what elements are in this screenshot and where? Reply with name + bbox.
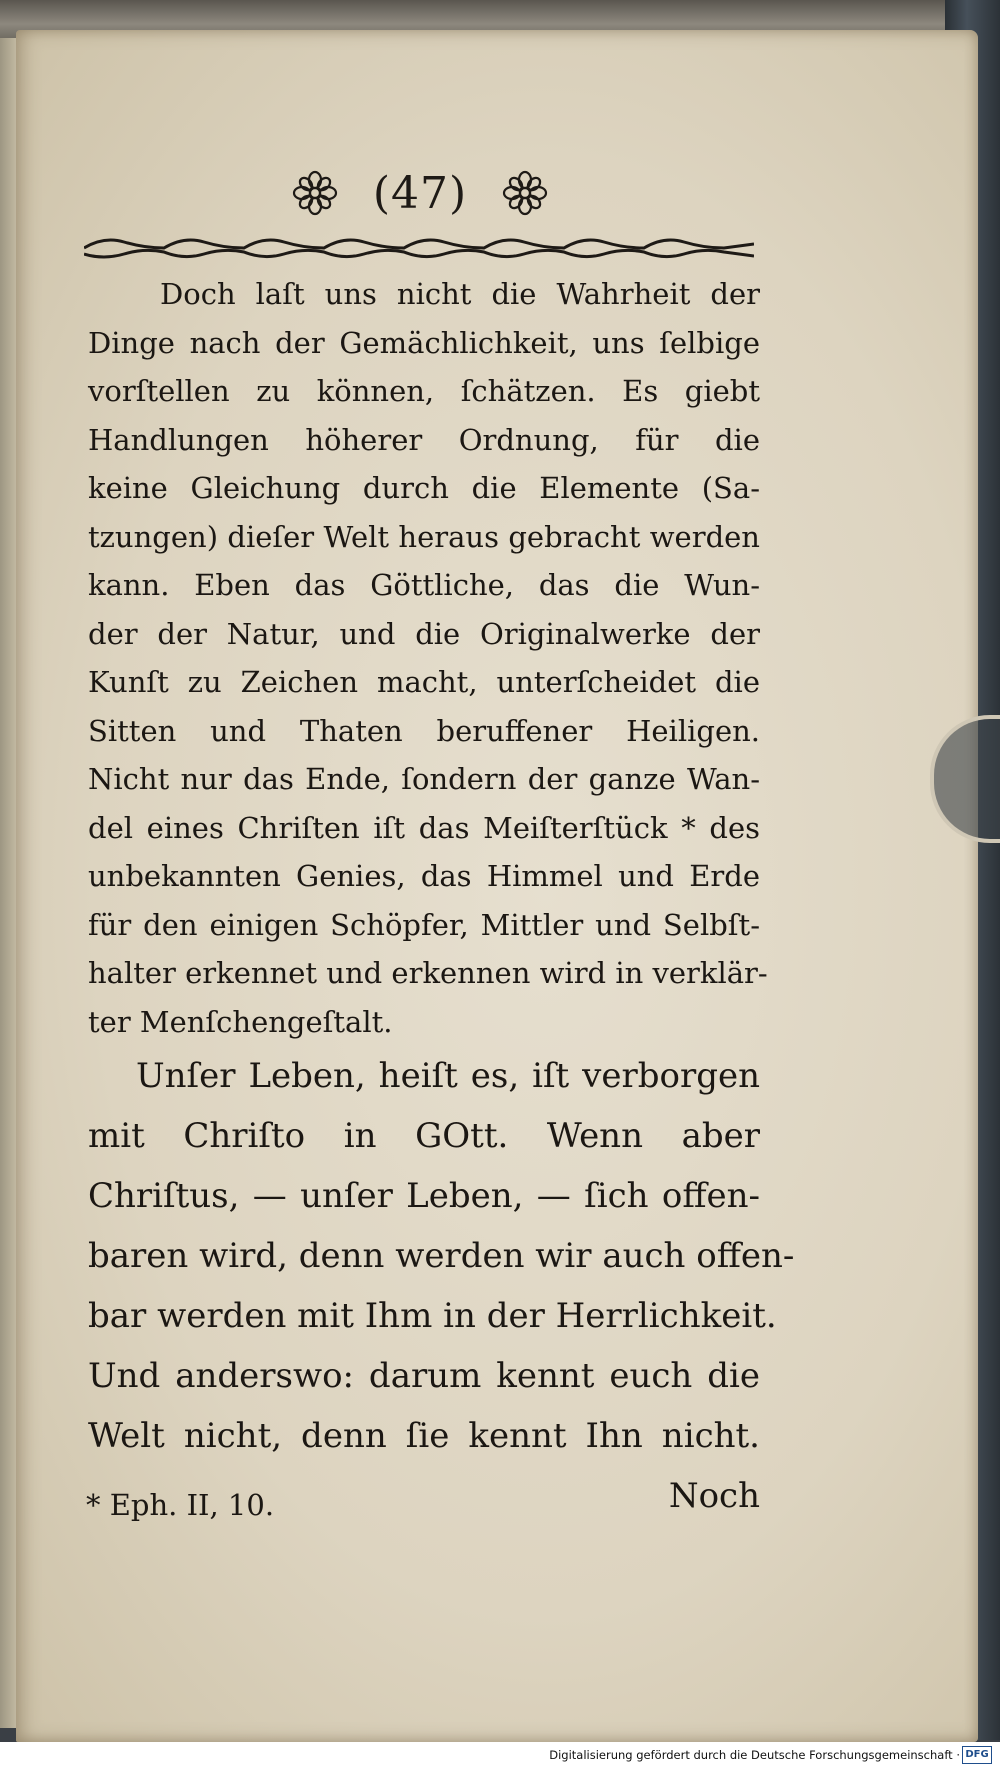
quote-line: Und anderswo: darum kennt euch die	[88, 1356, 760, 1396]
body-line: tzungen) dieſer Welt heraus gebracht werden	[88, 519, 760, 554]
catchword: Noch	[668, 1476, 760, 1516]
footnote: * Eph. II, 10.	[86, 1488, 275, 1522]
quote-line: bar werden mit Ihm in der Herrlichkeit.	[88, 1296, 777, 1336]
quote-line: Unſer Leben, heiſt es, iſt verborgen	[136, 1056, 760, 1096]
body-line: kann. Eben das Göttliche, das die Wun-	[88, 568, 760, 602]
body-line: der der Natur, und die Originalwerke der	[88, 616, 760, 651]
rosette-ornament-icon	[291, 169, 339, 217]
body-line: vorſtellen zu können, ſchätzen. Es giebt	[88, 374, 760, 408]
body-line: Handlungen höherer Ordnung, für die	[88, 422, 760, 457]
chain-rule-ornament-icon	[84, 228, 754, 268]
body-line: del eines Chriſten iſt das Meiſterſtück * des	[88, 810, 760, 845]
dfg-logo: DFG	[962, 1746, 992, 1764]
body-line: Dinge nach der Gemächlichkeit, uns ſelbige	[88, 325, 760, 360]
body-line: Kunſt zu Zeichen macht, unterſcheidet die	[88, 665, 760, 699]
digitization-credit: Digitalisierung gefördert durch die Deutsche Forschungsgemeinschaft ·	[549, 1748, 960, 1762]
text-block	[88, 270, 795, 1526]
body-line: Doch laſt uns nicht die Wahrheit der	[160, 277, 760, 311]
quote-line: Welt nicht, denn ſie kennt Ihn nicht.	[88, 1416, 760, 1456]
quote-line: Chriſtus, — unſer Leben, — ſich offen-	[88, 1176, 760, 1216]
body-line: Nicht nur das Ende, ſondern der ganze Wan-	[88, 762, 760, 796]
body-line: für den einigen Schöpfer, Mittler und Selbſt-	[88, 907, 760, 942]
rosette-ornament-icon	[501, 169, 549, 217]
quote-line: baren wird, denn werden wir auch offen-	[88, 1236, 795, 1276]
quote-line: mit Chriſto in GOtt. Wenn aber	[88, 1116, 760, 1156]
page-header	[270, 158, 570, 228]
body-line: Sitten und Thaten beruffener Heiligen.	[88, 713, 760, 748]
body-line: keine Gleichung durch die Elemente (Sa-	[88, 471, 760, 505]
body-line: halter erkennet und erkennen wird in verklär-	[88, 956, 768, 990]
body-line: unbekannten Genies, das Himmel und Erde	[88, 859, 760, 893]
body-line: ter Menſchengeſtalt.	[88, 1004, 393, 1039]
page-number: (47)	[372, 167, 468, 219]
